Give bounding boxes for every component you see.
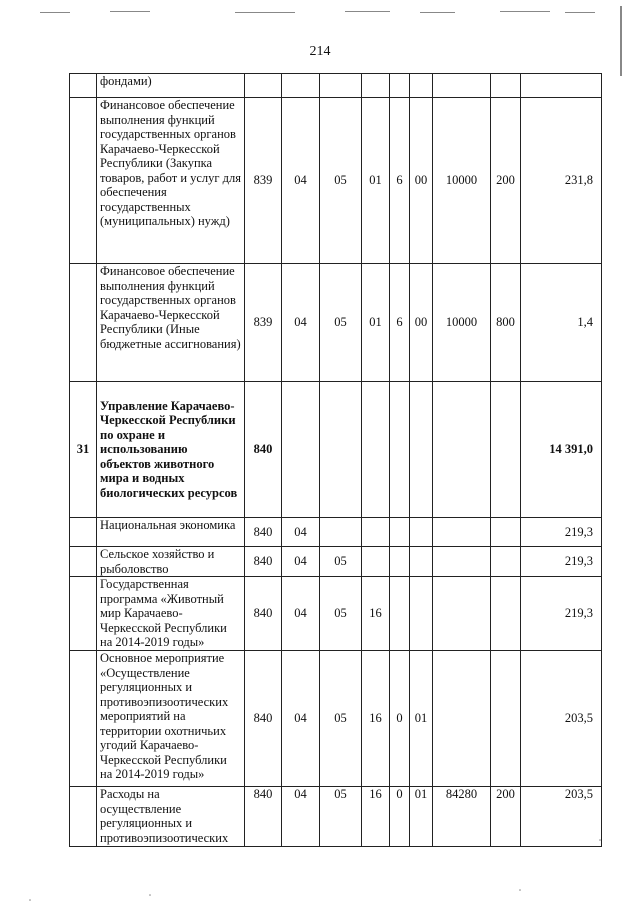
- subprogram-code-cell: [390, 518, 410, 547]
- section-code-cell: 04: [282, 547, 320, 577]
- subsection-code-cell: [320, 518, 362, 547]
- program-code-cell: 16: [362, 577, 390, 651]
- section-code-cell: [282, 74, 320, 98]
- table-row: [70, 74, 602, 98]
- subprogram-code-cell: [390, 74, 410, 98]
- row-number-cell: [70, 787, 97, 847]
- expense-name-cell: Финансовое обеспечение выполнения функций государственных органов Карачаево-Черкесской Республики (Иные бюджетные ассигнования): [97, 264, 245, 382]
- table-row: [70, 518, 602, 547]
- subprogram-code-cell: [390, 547, 410, 577]
- row-number-cell: [70, 264, 97, 382]
- expense-type-code-cell: [491, 547, 521, 577]
- ministry-code-cell: 839: [245, 98, 282, 264]
- row-number-cell: [70, 518, 97, 547]
- table-row: [70, 787, 602, 847]
- subsection-code-cell: 05: [320, 577, 362, 651]
- table-row: [70, 577, 602, 651]
- activity-code-cell: [410, 382, 433, 518]
- expense-name-cell: Национальная экономика: [97, 518, 245, 547]
- program-code-cell: 16: [362, 787, 390, 847]
- subsection-code-cell: [320, 74, 362, 98]
- ministry-code-cell: 840: [245, 547, 282, 577]
- table-row: [70, 547, 602, 577]
- activity-code-cell: 01: [410, 651, 433, 787]
- ministry-code-cell: 840: [245, 577, 282, 651]
- program-code-cell: [362, 518, 390, 547]
- table-row: [70, 98, 602, 264]
- section-code-cell: 04: [282, 577, 320, 651]
- section-code-cell: 04: [282, 518, 320, 547]
- expense-type-code-cell: [491, 577, 521, 651]
- program-code-cell: 16: [362, 651, 390, 787]
- expense-type-code-cell: 200: [491, 787, 521, 847]
- subprogram-code-cell: 0: [390, 787, 410, 847]
- expense-type-code-cell: [491, 518, 521, 547]
- expense-name-cell: фондами): [97, 74, 245, 98]
- activity-code-cell: [410, 577, 433, 651]
- subsection-code-cell: [320, 382, 362, 518]
- amount-cell: 1,4: [521, 264, 602, 382]
- program-code-cell: [362, 547, 390, 577]
- program-code-cell: [362, 382, 390, 518]
- direction-code-cell: 10000: [433, 98, 491, 264]
- section-code-cell: 04: [282, 651, 320, 787]
- expense-name-cell: Государственная программа «Животный мир Карачаево-Черкесской Республики на 2014-2019 годы»: [97, 577, 245, 651]
- activity-code-cell: 00: [410, 98, 433, 264]
- subprogram-code-cell: [390, 382, 410, 518]
- direction-code-cell: [433, 382, 491, 518]
- direction-code-cell: 10000: [433, 264, 491, 382]
- amount-cell: 203,5: [521, 787, 602, 847]
- direction-code-cell: [433, 547, 491, 577]
- amount-cell: [521, 74, 602, 98]
- activity-code-cell: [410, 518, 433, 547]
- amount-cell: 203,5: [521, 651, 602, 787]
- amount-cell: 219,3: [521, 577, 602, 651]
- ministry-code-cell: 840: [245, 518, 282, 547]
- subsection-code-cell: 05: [320, 787, 362, 847]
- subsection-code-cell: 05: [320, 547, 362, 577]
- section-code-cell: 04: [282, 787, 320, 847]
- table-row: [70, 382, 602, 518]
- activity-code-cell: [410, 547, 433, 577]
- row-number-cell: [70, 577, 97, 651]
- ministry-code-cell: 840: [245, 382, 282, 518]
- row-number-cell: [70, 651, 97, 787]
- program-code-cell: [362, 74, 390, 98]
- expense-name-cell: Сельское хозяйство и рыболовство: [97, 547, 245, 577]
- page-number: 214: [309, 44, 331, 59]
- expense-type-code-cell: 200: [491, 98, 521, 264]
- subsection-code-cell: 05: [320, 264, 362, 382]
- row-number-cell: [70, 547, 97, 577]
- direction-code-cell: 84280: [433, 787, 491, 847]
- section-code-cell: [282, 382, 320, 518]
- row-number-cell: [70, 98, 97, 264]
- section-code-cell: 04: [282, 98, 320, 264]
- direction-code-cell: [433, 651, 491, 787]
- expense-type-code-cell: [491, 382, 521, 518]
- program-code-cell: 01: [362, 98, 390, 264]
- expense-name-cell: Основное мероприятие «Осуществление регуляционных и противоэпизоотических мероприятий на территории охотничьих угодий Карачаево-Черкесской Республики на 2014-2019 годы»: [97, 651, 245, 787]
- row-number-cell: 31: [70, 382, 97, 518]
- expense-name-cell: Управление Карачаево-Черкесской Республики по охране и использованию объектов животного мира и водных биологических ресурсов: [97, 382, 245, 518]
- section-code-cell: 04: [282, 264, 320, 382]
- subprogram-code-cell: 6: [390, 98, 410, 264]
- ministry-code-cell: 840: [245, 787, 282, 847]
- direction-code-cell: [433, 577, 491, 651]
- table-row: [70, 651, 602, 787]
- table-row: [70, 264, 602, 382]
- expense-type-code-cell: [491, 74, 521, 98]
- amount-cell: 219,3: [521, 518, 602, 547]
- expense-type-code-cell: [491, 651, 521, 787]
- expense-name-cell: Финансовое обеспечение выполнения функций государственных органов Карачаево-Черкесской Республики (Закупка товаров, работ и услуг для обеспечения государственных (муниципальных) нужд): [97, 98, 245, 264]
- amount-cell: 14 391,0: [521, 382, 602, 518]
- ministry-code-cell: 839: [245, 264, 282, 382]
- activity-code-cell: 01: [410, 787, 433, 847]
- subprogram-code-cell: [390, 577, 410, 651]
- subprogram-code-cell: 6: [390, 264, 410, 382]
- expense-type-code-cell: 800: [491, 264, 521, 382]
- ministry-code-cell: [245, 74, 282, 98]
- activity-code-cell: 00: [410, 264, 433, 382]
- amount-cell: 231,8: [521, 98, 602, 264]
- subprogram-code-cell: 0: [390, 651, 410, 787]
- activity-code-cell: [410, 74, 433, 98]
- direction-code-cell: [433, 74, 491, 98]
- expense-name-cell: Расходы на осуществление регуляционных и противоэпизоотических: [97, 787, 245, 847]
- subsection-code-cell: 05: [320, 98, 362, 264]
- direction-code-cell: [433, 518, 491, 547]
- subsection-code-cell: 05: [320, 651, 362, 787]
- budget-table: [69, 73, 602, 847]
- ministry-code-cell: 840: [245, 651, 282, 787]
- amount-cell: 219,3: [521, 547, 602, 577]
- row-number-cell: [70, 74, 97, 98]
- program-code-cell: 01: [362, 264, 390, 382]
